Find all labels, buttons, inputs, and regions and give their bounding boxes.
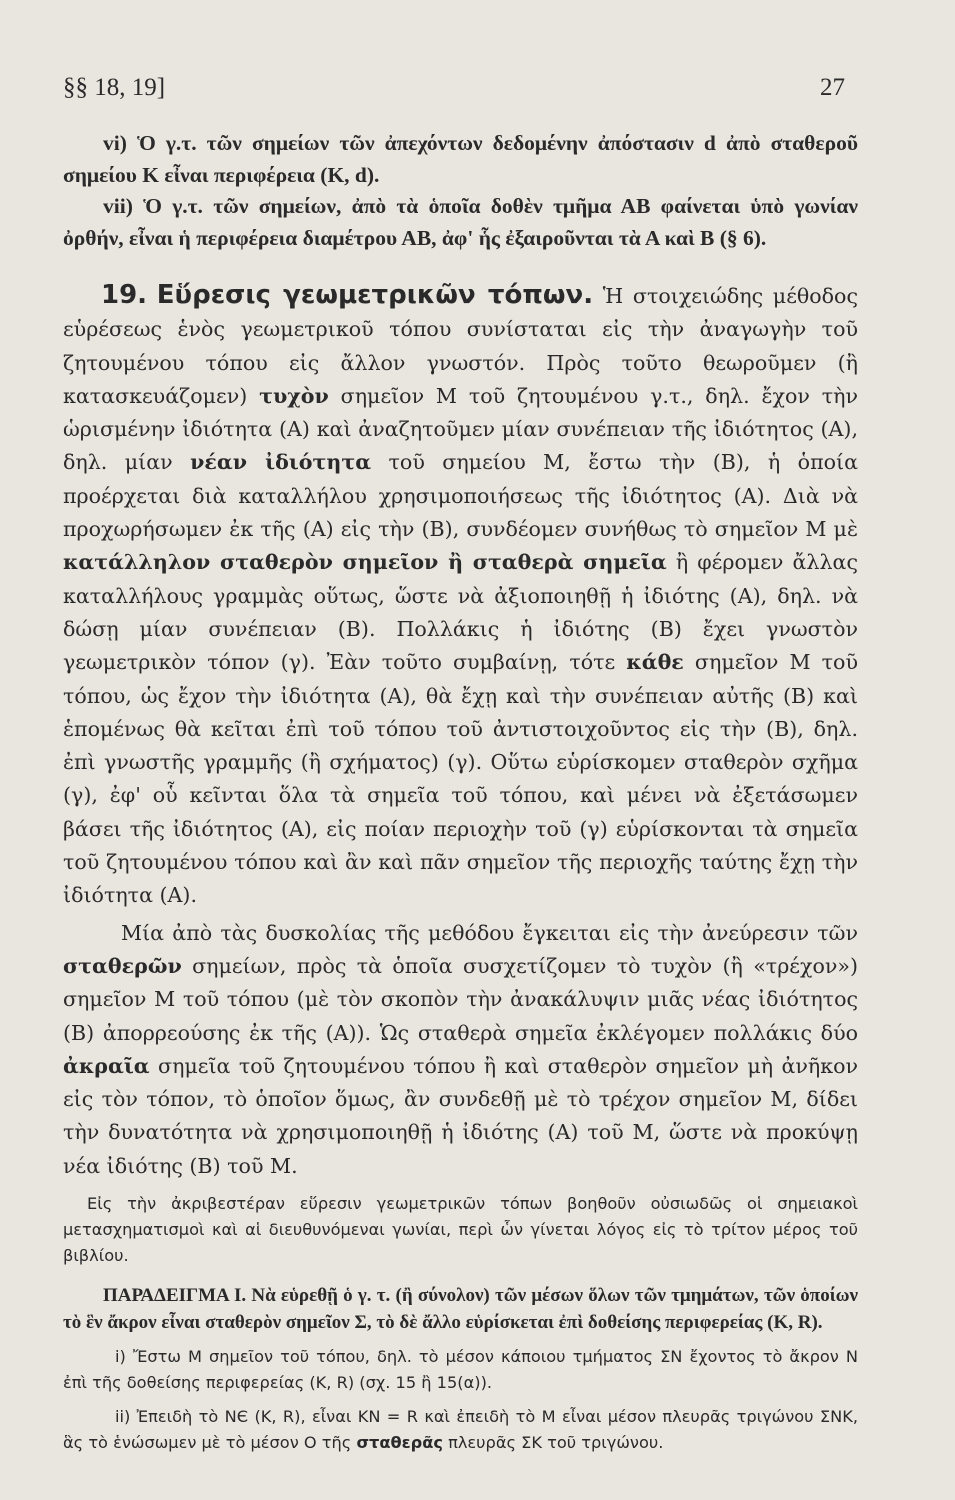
example-text: Νὰ εὑρεθῇ ὁ γ. τ. (ἢ σύνολον) τῶν μέσων ὅλων τῶν τμημάτων, τῶν ὁποίων τὸ ἓν ἄκρον εἶναι σταθερὸν σημεῖον Σ, τὸ δὲ ἄλλο εὑρίσκεται ἐπὶ δοθείσης περιφερείας (Κ, R). (63, 1285, 858, 1333)
emphasis: τυχὸν (259, 383, 329, 408)
paragraph-text: σημεῖα τοῦ ζητουμένου τόπου ἢ καὶ σταθερὸν σημεῖον μὴ ἀνῆκον εἰς τὸν τόπον, τὸ ὁποῖον ὅμως, ἂν συνδεθῇ μὲ τὸ τρέχον σημεῖον Μ, δίδει τὴν δυνατότητα νὰ χρησιμοποιηθῇ ἡ ἰδιότης (Α) τοῦ Μ, ὥστε νὰ προκύψῃ νέα ἰδιότης (Β) τοῦ Μ. (63, 1053, 858, 1178)
section-19-paragraph (63, 279, 858, 913)
emphasis: σταθερῶν (63, 953, 182, 978)
section-text: Ἡ στοιχειώδης μέθοδος εὑρέσεως ἑνὸς γεωμετρικοῦ τόπου συνίσταται εἰς τὴν ἀναγωγὴν τοῦ ζητουμένου τόπου εἰς ἄλλον γνωστόν. Πρὸς τοῦτο θεωροῦμεν (ἢ κατασκευάζομεν) (63, 284, 858, 408)
step-ii (63, 1404, 858, 1456)
section-text: σημεῖον Μ τοῦ ζητουμένου γ.τ., δηλ. ἔχον τὴν ὡρισμένην ἰδιότητα (Α) καὶ ἀναζητοῦμεν μίαν συνέπειαν τῆς ἰδιότητος (Α), δηλ. μίαν (63, 383, 858, 475)
section-title: Εὕρεσις γεωμετρικῶν τόπων. (156, 280, 594, 310)
emphasis: ἀκραῖα (63, 1053, 150, 1078)
paragraph-text: Μία ἀπὸ τὰς δυσκολίας τῆς μεθόδου ἔγκειται εἰς τὴν ἀνεύρεσιν τῶν (121, 920, 858, 945)
step-text: πλευρᾶς ΣΚ τοῦ τριγώνου. (442, 1433, 664, 1453)
item-vii: vii) Ὁ γ.τ. τῶν σημείων, ἀπὸ τὰ ὁποῖα δοθὲν τμῆμα ΑΒ φαίνεται ὑπὸ γωνίαν ὀρθήν, εἶναι ἡ περιφέρεια διαμέτρου ΑΒ, ἀφ' ἧς ἐξαιροῦνται τὰ Α καὶ Β (§ 6). (63, 194, 858, 250)
section-number: 19. (101, 280, 148, 310)
note-paragraph: Εἰς τὴν ἀκριβεστέραν εὕρεσιν γεωμετρικῶν τόπων βοηθοῦν οὐσιωδῶς οἱ σημειακοὶ μετασχηματισμοὶ καὶ αἱ διευθυνόμεναι γωνίαι, περὶ ὧν γίνεται λόγος εἰς τὸ τρίτον μέρος τοῦ βιβλίου. (63, 1194, 858, 1266)
step-text: ii) Ἐπειδὴ τὸ ΝЄ (Κ, R), εἶναι ΚΝ = R καὶ ἐπειδὴ τὸ Μ εἶναι μέσον πλευρᾶς τριγώνου ΣΝΚ, ἃς τὸ ἑνώσωμεν μὲ τὸ μέσον Ο τῆς (63, 1407, 858, 1453)
section-text: τοῦ σημείου Μ, ἔστω τὴν (Β), ἡ ὁποία προέρχεται διὰ καταλλήλου χρησιμοποιήσεως τῆς ἰδιότητος (Α). Διὰ νὰ προχωρήσωμεν ἐκ τῆς (Α) εἰς τὴν (Β), συνδέομεν συνήθως τὸ σημεῖον Μ μὲ (63, 450, 858, 542)
page-number: 27 (820, 74, 845, 101)
section-text: σημεῖον Μ τοῦ τόπου, ὡς ἔχον τὴν ἰδιότητα (Α), θὰ ἔχῃ καὶ τὴν συνέπειαν αὐτῆς (Β) καὶ ἑπομένως θὰ κεῖται ἐπὶ τοῦ τόπου τοῦ ἀντιστοιχοῦντος εἰς τὴν (Β), δηλ. ἐπὶ γνωστῆς γραμμῆς (ἢ σχήματος) (γ). Οὕτω εὑρίσκομεν σταθερὸν σχῆμα (γ), ἐφ' οὗ κεῖνται ὅλα τὰ σημεῖα τοῦ τόπου, καὶ μένει νὰ ἐξετάσωμεν βάσει τῆς ἰδιότητος (Α), εἰς ποίαν περιοχὴν τοῦ (γ) εὑρίσκονται τὰ σημεῖα τοῦ ζητουμένου τόπου καὶ ἂν καὶ πᾶν σημεῖον τῆς περιοχῆς ταύτης ἔχῃ τὴν ἰδιότητα (Α). (63, 650, 858, 908)
example-label: ΠΑΡΑΔΕΙΓΜΑ Ι. (103, 1285, 247, 1307)
item-vi: vi) Ὁ γ.τ. τῶν σημείων τῶν ἀπεχόντων δεδομένην ἀπόστασιν d ἀπὸ σταθεροῦ σημείου Κ εἶναι περιφέρεια (Κ, d). (63, 131, 858, 187)
emphasis: νέαν ἰδιότητα (190, 450, 372, 475)
difficulty-paragraph (63, 917, 858, 1183)
page-body (63, 128, 858, 1456)
paragraph-text: σημείων, πρὸς τὰ ὁποῖα συσχετίζομεν τὸ τυχὸν (ἢ «τρέχον») σημεῖον Μ τοῦ τόπου (μὲ τὸν σκοπὸν τὴν ἀνακάλυψιν μιᾶς νέας ἰδιότητος (Β) ἀπορρεούσης ἐκ τῆς (Α)). Ὡς σταθερὰ σημεῖα ἐκλέγομεν πολλάκις δύο (63, 953, 858, 1045)
emphasis: κατάλληλον σταθερὸν σημεῖον ἢ σταθερὰ σημεῖα (63, 550, 667, 575)
running-header (63, 74, 845, 102)
example-statement (63, 1283, 858, 1336)
emphasis: κάθε (626, 650, 684, 675)
section-reference: §§ 18, 19] (63, 74, 166, 101)
emphasis: σταθερᾶς (356, 1433, 443, 1453)
step-i: i) Ἔστω Μ σημεῖον τοῦ τόπου, δηλ. τὸ μέσον κάποιου τμήματος ΣΝ ἔχοντος τὸ ἄκρον Ν ἐπὶ τῆς δοθείσης περιφερείας (Κ, R) (σχ. 15 ἢ 15(α)). (63, 1347, 858, 1393)
section-text: ἢ φέρομεν ἄλλας καταλλήλους γραμμὰς οὕτως, ὥστε νὰ ἀξιοποιηθῇ ἡ ἰδιότης (Α), δηλ. νὰ δώσῃ μίαν συνέπειαν (Β). Πολλάκις ἡ ἰδιότης (Β) ἔχει γνωστὸν γεωμετρικὸν τόπον (γ). Ἐὰν τοῦτο συμβαίνῃ, τότε (63, 550, 858, 675)
